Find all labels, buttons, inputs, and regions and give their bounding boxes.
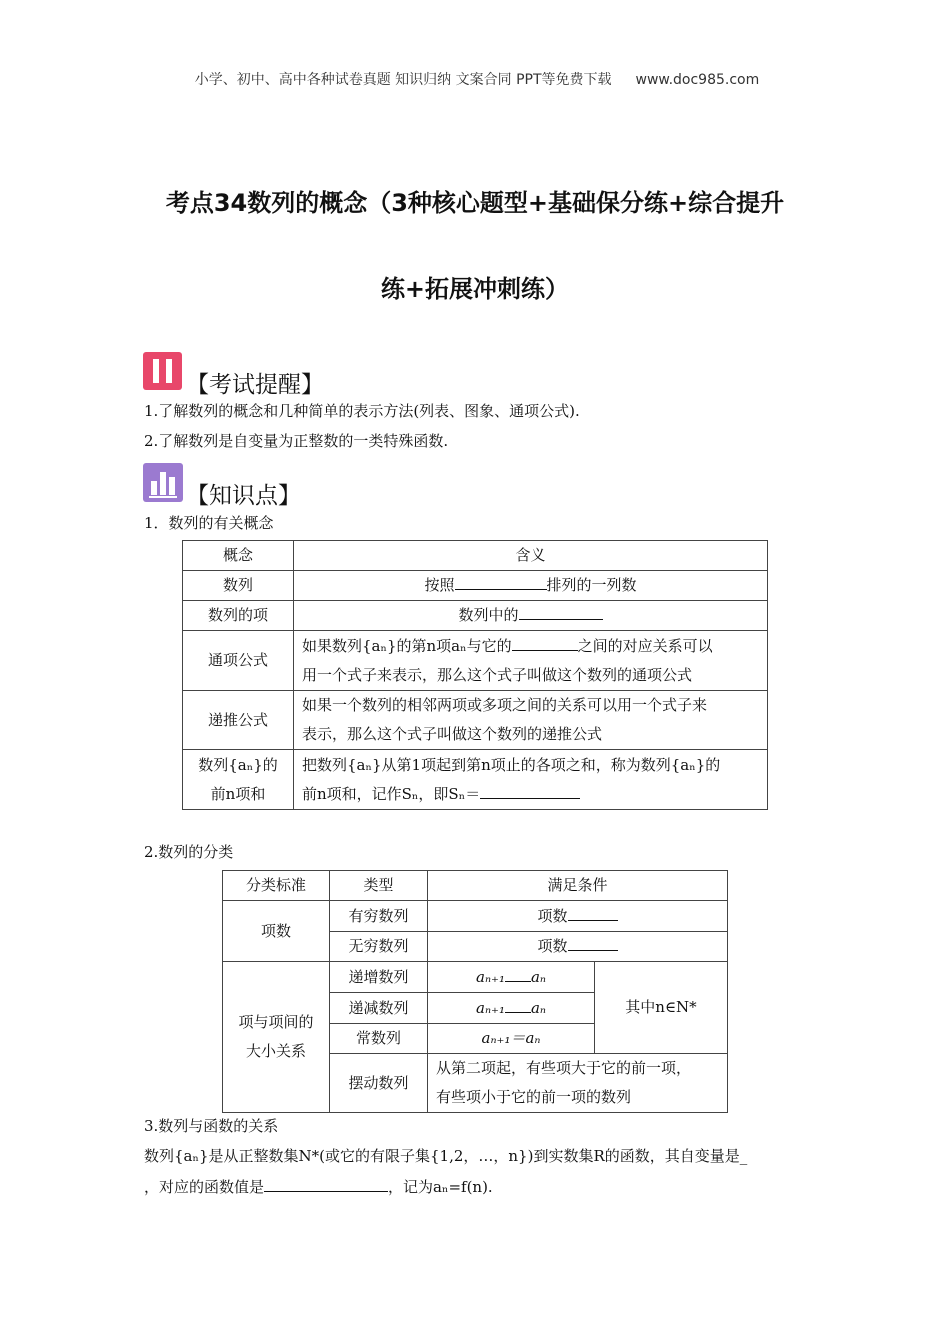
meaning-cell: 如果数列{aₙ}的第n项aₙ与它的 之间的对应关系可以 用一个式子来表示，那么这个式子叫做这个数列的通项公式 (294, 631, 768, 691)
type-cell: 递减数列 (330, 993, 428, 1024)
bar-chart-icon (143, 463, 183, 502)
type-cell: 无穷数列 (330, 932, 428, 962)
type-cell: 有穷数列 (330, 901, 428, 932)
title-line-2: 练+拓展冲刺练） (380, 275, 570, 303)
page-header (0, 69, 950, 89)
table-row (183, 691, 768, 750)
concept-cell: 数列 (183, 571, 294, 601)
group-cell: 项数 (223, 901, 330, 962)
section-3-label: 3.数列与函数的关系 (144, 1117, 279, 1135)
col-header: 分类标准 (223, 871, 330, 901)
header-text: 小学、初中、高中各种试卷真题 知识归纳 文案合同 PPT等免费下载 (194, 72, 612, 88)
concept-table (182, 540, 768, 810)
pause-bars-icon (143, 352, 182, 390)
type-cell: 摆动数列 (330, 1054, 428, 1113)
meaning-cell: 按照 排列的一列数 (294, 571, 768, 601)
table-row (183, 631, 768, 691)
fill-blank[interactable] (519, 603, 603, 620)
type-cell: 常数列 (330, 1024, 428, 1054)
section-1-label: 1．数列的有关概念 (144, 514, 274, 532)
fill-blank[interactable] (264, 1175, 388, 1192)
col-header: 含义 (294, 541, 768, 571)
type-cell: 递增数列 (330, 962, 428, 993)
table-row (183, 571, 768, 601)
fill-blank[interactable] (505, 965, 531, 982)
fill-blank[interactable] (455, 573, 547, 590)
title-line-1: 考点34数列的概念（3种核心题型+基础保分练+综合提升 (165, 189, 785, 217)
condition-cell: 从第二项起，有些项大于它的前一项， 有些项小于它的前一项的数列 (428, 1054, 728, 1113)
fill-blank[interactable] (568, 904, 618, 921)
meaning-cell: 数列中的 (294, 601, 768, 631)
condition-cell: aₙ₊₁ aₙ (428, 962, 595, 993)
fill-blank[interactable] (568, 934, 618, 951)
note-cell: 其中n∈N* (595, 962, 728, 1054)
col-header: 概念 (183, 541, 294, 571)
table-row (183, 750, 768, 810)
concept-cell: 通项公式 (183, 631, 294, 691)
meaning-cell: 把数列{aₙ}从第1项起到第n项止的各项之和，称为数列{aₙ}的 前n项和，记作Sₙ，即Sₙ＝ (294, 750, 768, 810)
fill-blank[interactable] (512, 634, 578, 651)
condition-cell: aₙ₊₁ aₙ (428, 993, 595, 1024)
classification-table (222, 870, 728, 1113)
col-header: 类型 (330, 871, 428, 901)
exam-tips-heading: 【考试提醒】 (186, 372, 324, 398)
table-row (183, 601, 768, 631)
fill-blank[interactable] (480, 782, 580, 799)
fill-blank[interactable] (505, 996, 531, 1013)
concept-cell: 递推公式 (183, 691, 294, 750)
section-3-line-2: ，对应的函数值是 ，记为aₙ=f(n). (144, 1175, 493, 1197)
condition-cell: 项数 (428, 901, 728, 932)
header-url: www.doc985.com (635, 72, 760, 88)
section-2-label: 2.数列的分类 (144, 843, 234, 861)
exam-tip-2: 2.了解数列是自变量为正整数的一类特殊函数. (144, 432, 449, 450)
concept-cell: 数列{aₙ}的 前n项和 (183, 750, 294, 810)
exam-tip-1: 1.了解数列的概念和几种简单的表示方法(列表、图象、通项公式). (144, 402, 580, 420)
meaning-cell: 如果一个数列的相邻两项或多项之间的关系可以用一个式子来 表示，那么这个式子叫做这个数列的递推公式 (294, 691, 768, 750)
col-header: 满足条件 (428, 871, 728, 901)
group-cell: 项与项间的 大小关系 (223, 962, 330, 1113)
section-3-line-1: 数列{aₙ}是从正整数集N*(或它的有限子集{1,2，…，n})到实数集R的函数，其自变量是_ (144, 1147, 748, 1165)
knowledge-heading: 【知识点】 (186, 483, 301, 509)
concept-cell: 数列的项 (183, 601, 294, 631)
condition-cell: aₙ₊₁＝aₙ (428, 1024, 595, 1054)
condition-cell: 项数 (428, 932, 728, 962)
